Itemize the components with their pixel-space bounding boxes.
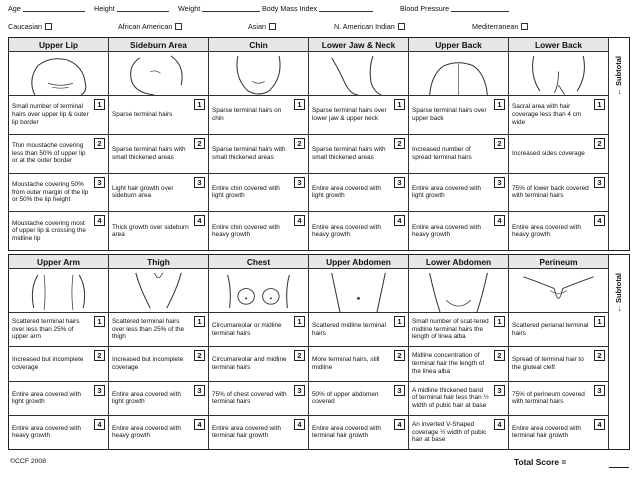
total-score-blank[interactable] bbox=[609, 467, 629, 468]
score-description: Midline concentration of terminal hair the length of the linea alba bbox=[412, 352, 485, 375]
region-title: Lower Back bbox=[509, 38, 608, 52]
score-option[interactable] bbox=[309, 96, 408, 135]
score-option[interactable] bbox=[409, 212, 508, 250]
score-description: Sparse terminal hairs with small thickened areas bbox=[312, 146, 386, 161]
checkbox[interactable] bbox=[521, 23, 528, 30]
lower-body-panel bbox=[8, 254, 630, 450]
region-thigh bbox=[109, 255, 209, 449]
region-chin bbox=[209, 38, 309, 250]
score-number: 4 bbox=[294, 215, 305, 226]
score-option[interactable] bbox=[9, 347, 108, 381]
score-option[interactable] bbox=[409, 313, 508, 347]
score-number: 3 bbox=[394, 177, 405, 188]
score-option[interactable] bbox=[409, 347, 508, 381]
score-number: 3 bbox=[594, 177, 605, 188]
ethnicity-caucasian[interactable] bbox=[8, 22, 52, 31]
score-option[interactable] bbox=[509, 135, 608, 174]
score-number: 1 bbox=[494, 316, 505, 327]
score-description: Entire area covered with terminal hair growth bbox=[312, 424, 381, 440]
subtotal-text: Subtotal bbox=[614, 273, 623, 303]
score-number: 2 bbox=[494, 138, 505, 149]
score-option[interactable] bbox=[509, 313, 608, 347]
region-sideburn-area bbox=[109, 38, 209, 250]
score-number: 3 bbox=[94, 177, 105, 188]
score-option[interactable] bbox=[9, 174, 108, 213]
field-label: Weight bbox=[178, 4, 201, 13]
score-description: Scattered midline terminal hairs bbox=[312, 322, 386, 337]
body-illustration bbox=[109, 269, 208, 313]
score-description: Entire area covered with heavy growth bbox=[512, 223, 581, 239]
body-illustration bbox=[9, 52, 108, 96]
score-description: 75% of chest covered with terminal hairs bbox=[212, 390, 287, 406]
body-illustration bbox=[209, 269, 308, 313]
blank-line bbox=[23, 11, 85, 12]
checkbox[interactable] bbox=[269, 23, 276, 30]
score-description: Circumareolar or midline terminal hairs bbox=[212, 322, 282, 337]
upper-body-panel bbox=[8, 37, 630, 251]
body-illustration bbox=[309, 269, 408, 313]
score-option[interactable] bbox=[409, 416, 508, 449]
score-number: 2 bbox=[194, 350, 205, 361]
subtotal-box[interactable] bbox=[608, 255, 629, 449]
score-description: Sparse terminal hairs over lower jaw & upper neck bbox=[312, 107, 387, 122]
region-title: Chest bbox=[209, 255, 308, 269]
score-description: Entire area covered with light growth bbox=[12, 390, 81, 406]
weight-field[interactable] bbox=[178, 4, 260, 13]
score-number: 2 bbox=[394, 138, 405, 149]
ethnicity-label: N. American Indian bbox=[334, 22, 395, 31]
score-description: Increased but incomplete coverage bbox=[112, 356, 184, 371]
score-number: 2 bbox=[594, 138, 605, 149]
score-option[interactable] bbox=[409, 135, 508, 174]
subtotal-label bbox=[614, 56, 623, 96]
score-description: Increased number of spread terminal hairs bbox=[412, 146, 472, 161]
arrow-left-icon: ← bbox=[614, 305, 623, 313]
score-description: Circumareolar and midline terminal hairs bbox=[212, 356, 287, 371]
score-description: Entire area covered with light growth bbox=[412, 184, 481, 200]
score-description: Moustache covering 50% from outer margin of the lip or 50% the lip height bbox=[12, 180, 89, 204]
region-upper-abdomen bbox=[309, 255, 409, 449]
score-description: More terminal hairs, still midline bbox=[312, 356, 380, 371]
score-option[interactable] bbox=[9, 382, 108, 416]
body-illustration bbox=[509, 269, 608, 313]
score-option[interactable] bbox=[409, 174, 508, 213]
score-option[interactable] bbox=[109, 135, 208, 174]
score-number: 1 bbox=[94, 316, 105, 327]
score-description: Increased sides coverage bbox=[512, 149, 585, 157]
score-number: 1 bbox=[494, 99, 505, 110]
score-option[interactable] bbox=[109, 212, 208, 250]
score-description: Entire chin covered with light growth bbox=[212, 184, 280, 200]
region-title: Upper Back bbox=[409, 38, 508, 52]
score-option[interactable] bbox=[109, 382, 208, 416]
body-illustration bbox=[409, 52, 508, 96]
score-option[interactable] bbox=[509, 382, 608, 416]
score-option[interactable] bbox=[509, 347, 608, 381]
score-description: Scattered terminal hairs over less than 25% of the thigh bbox=[112, 318, 185, 341]
score-description: Sparse terminal hairs with small thickened areas bbox=[112, 146, 186, 161]
ethnicity-label: Mediterranean bbox=[472, 22, 519, 31]
score-option[interactable] bbox=[209, 135, 308, 174]
score-number: 4 bbox=[394, 215, 405, 226]
ethnicity-n-american-indian[interactable] bbox=[334, 22, 405, 31]
score-option[interactable] bbox=[509, 174, 608, 213]
score-number: 4 bbox=[194, 419, 205, 430]
field-label: Body Mass Index bbox=[262, 4, 318, 13]
region-lower-jaw-neck bbox=[309, 38, 409, 250]
score-description: Scattered perianal terminal hairs bbox=[512, 322, 589, 337]
score-description: Sacral area with hair coverage less than 4 cm wide bbox=[512, 103, 582, 126]
score-number: 4 bbox=[94, 419, 105, 430]
region-lower-abdomen bbox=[409, 255, 509, 449]
score-number: 3 bbox=[94, 385, 105, 396]
score-description: Thin moustache covering less than 50% of upper lip or at the outer border bbox=[12, 142, 86, 165]
score-number: 2 bbox=[294, 350, 305, 361]
region-title: Upper Abdomen bbox=[309, 255, 408, 269]
score-number: 1 bbox=[394, 316, 405, 327]
score-description: A midline thickened band of terminal hair less than ½ width of pubic hair at base bbox=[412, 386, 489, 409]
region-title: Sideburn Area bbox=[109, 38, 208, 52]
field-label: Height bbox=[94, 4, 115, 13]
score-number: 1 bbox=[194, 99, 205, 110]
score-number: 4 bbox=[594, 215, 605, 226]
arrow-left-icon: ← bbox=[614, 88, 623, 96]
score-description: Entire area covered with light growth bbox=[112, 390, 181, 406]
score-description: Entire area covered with heavy growth bbox=[312, 223, 381, 239]
score-option[interactable] bbox=[409, 96, 508, 135]
score-number: 3 bbox=[194, 177, 205, 188]
score-description: Scattered terminal hairs over less than 25% of upper arm bbox=[12, 318, 80, 341]
score-description: Entire chin covered with heavy growth bbox=[212, 223, 280, 239]
score-option[interactable] bbox=[309, 212, 408, 250]
score-option[interactable] bbox=[509, 96, 608, 135]
score-description: Thick growth over sideburn area bbox=[112, 223, 189, 239]
copyright: ©CCF 2008 bbox=[10, 458, 46, 465]
score-number: 2 bbox=[94, 138, 105, 149]
score-number: 2 bbox=[194, 138, 205, 149]
region-grid bbox=[9, 255, 609, 449]
score-number: 3 bbox=[494, 177, 505, 188]
score-number: 4 bbox=[494, 215, 505, 226]
score-number: 3 bbox=[194, 385, 205, 396]
age-field[interactable] bbox=[8, 4, 85, 13]
score-option[interactable] bbox=[309, 347, 408, 381]
score-option[interactable] bbox=[509, 416, 608, 449]
score-description: Small number of terminal hairs over upper lip & outer lip border bbox=[12, 103, 89, 126]
region-title: Thigh bbox=[109, 255, 208, 269]
body-illustration bbox=[9, 269, 108, 313]
checkbox[interactable] bbox=[398, 23, 405, 30]
score-option[interactable] bbox=[109, 347, 208, 381]
score-description: Entire area covered with heavy growth bbox=[12, 424, 81, 440]
region-title: Lower Abdomen bbox=[409, 255, 508, 269]
score-number: 1 bbox=[94, 99, 105, 110]
score-number: 3 bbox=[394, 385, 405, 396]
bmi-field[interactable] bbox=[262, 4, 373, 13]
score-description: Sparse terminal hairs with small thickened areas bbox=[212, 146, 286, 161]
score-number: 4 bbox=[94, 215, 105, 226]
score-option[interactable] bbox=[309, 416, 408, 449]
score-option[interactable] bbox=[309, 313, 408, 347]
score-description: Entire area covered with terminal hair growth bbox=[512, 424, 581, 440]
form-header bbox=[8, 4, 630, 34]
score-description: Spread of terminal hair to the gluteal cleft bbox=[512, 356, 584, 371]
body-illustration bbox=[409, 269, 508, 313]
region-title: Lower Jaw & Neck bbox=[309, 38, 408, 52]
score-option[interactable] bbox=[209, 96, 308, 135]
body-illustration bbox=[509, 52, 608, 96]
region-grid bbox=[9, 38, 609, 250]
score-description: Moustache covering most of upper lip & crossing the midline lip bbox=[12, 219, 86, 242]
score-number: 1 bbox=[194, 316, 205, 327]
score-number: 2 bbox=[594, 350, 605, 361]
bp-field[interactable] bbox=[400, 4, 509, 13]
ethnicity-mediterranean[interactable] bbox=[472, 22, 528, 31]
checkbox[interactable] bbox=[175, 23, 182, 30]
score-number: 4 bbox=[294, 419, 305, 430]
score-option[interactable] bbox=[109, 313, 208, 347]
region-upper-lip bbox=[9, 38, 109, 250]
score-number: 1 bbox=[594, 99, 605, 110]
score-option[interactable] bbox=[109, 96, 208, 135]
score-option[interactable] bbox=[209, 212, 308, 250]
height-field[interactable] bbox=[94, 4, 169, 13]
field-label: Age bbox=[8, 4, 21, 13]
score-description: Entire area covered with heavy growth bbox=[112, 424, 181, 440]
score-number: 3 bbox=[294, 385, 305, 396]
score-number: 1 bbox=[594, 316, 605, 327]
blank-line bbox=[202, 11, 260, 12]
region-title: Perineum bbox=[509, 255, 608, 269]
blank-line bbox=[451, 11, 509, 12]
score-number: 3 bbox=[294, 177, 305, 188]
subtotal-label bbox=[614, 273, 623, 313]
score-description: 75% of perineum covered with terminal hairs bbox=[512, 390, 585, 406]
score-option[interactable] bbox=[209, 347, 308, 381]
body-illustration bbox=[309, 52, 408, 96]
score-description: Increased but incomplete coverage bbox=[12, 356, 84, 371]
region-title: Upper Arm bbox=[9, 255, 108, 269]
score-option[interactable] bbox=[409, 382, 508, 416]
score-description: Entire area covered with heavy growth bbox=[412, 223, 481, 239]
score-description: Entire area covered with terminal hair growth bbox=[212, 424, 281, 440]
score-option[interactable] bbox=[9, 96, 108, 135]
field-label: Blood Pressure bbox=[400, 4, 450, 13]
total-score-label: Total Score = bbox=[514, 457, 567, 467]
region-title: Upper Lip bbox=[9, 38, 108, 52]
score-option[interactable] bbox=[209, 174, 308, 213]
score-number: 4 bbox=[394, 419, 405, 430]
score-description: Sparse terminal hairs on chin bbox=[212, 107, 282, 122]
region-chest bbox=[209, 255, 309, 449]
body-illustration bbox=[209, 52, 308, 96]
score-number: 1 bbox=[294, 99, 305, 110]
score-option[interactable] bbox=[309, 174, 408, 213]
region-perineum bbox=[509, 255, 609, 449]
subtotal-box[interactable] bbox=[608, 38, 629, 250]
score-option[interactable] bbox=[9, 416, 108, 449]
region-title: Chin bbox=[209, 38, 308, 52]
score-option[interactable] bbox=[9, 212, 108, 250]
checkbox[interactable] bbox=[45, 23, 52, 30]
score-number: 2 bbox=[494, 350, 505, 361]
ethnicity-asian[interactable] bbox=[248, 22, 276, 31]
region-upper-arm bbox=[9, 255, 109, 449]
score-number: 1 bbox=[394, 99, 405, 110]
score-option[interactable] bbox=[309, 382, 408, 416]
ethnicity-african-american[interactable] bbox=[118, 22, 182, 31]
score-description: Small number of scat-tered midline terminal hairs the length of linea alba bbox=[412, 318, 489, 341]
score-description: Entire area covered with light growth bbox=[312, 184, 381, 200]
score-number: 2 bbox=[294, 138, 305, 149]
subtotal-text: Subtotal bbox=[614, 56, 623, 86]
score-description: 50% of upper abdomen covered bbox=[312, 390, 379, 406]
score-description: Sparse terminal hairs over upper back bbox=[412, 107, 487, 122]
score-option[interactable] bbox=[309, 135, 408, 174]
ethnicity-label: African American bbox=[118, 22, 173, 31]
score-option[interactable] bbox=[9, 313, 108, 347]
score-number: 4 bbox=[194, 215, 205, 226]
blank-line bbox=[319, 11, 373, 12]
body-illustration bbox=[109, 52, 208, 96]
score-number: 3 bbox=[494, 385, 505, 396]
score-option[interactable] bbox=[209, 416, 308, 449]
region-lower-back bbox=[509, 38, 609, 250]
score-number: 4 bbox=[494, 419, 505, 430]
score-number: 3 bbox=[594, 385, 605, 396]
score-description: Sparse terminal hairs bbox=[112, 111, 173, 119]
score-number: 2 bbox=[94, 350, 105, 361]
score-option[interactable] bbox=[9, 135, 108, 174]
score-option[interactable] bbox=[109, 174, 208, 213]
blank-line bbox=[117, 11, 169, 12]
score-option[interactable] bbox=[209, 313, 308, 347]
score-description: An inverted V-Shaped coverage ½ width of pubic hair at base bbox=[412, 420, 487, 444]
ethnicity-label: Asian bbox=[248, 22, 266, 31]
score-option[interactable] bbox=[209, 382, 308, 416]
score-description: Light hair growth over sideburn area bbox=[112, 184, 174, 200]
ethnicity-label: Caucasian bbox=[8, 22, 42, 31]
score-number: 2 bbox=[394, 350, 405, 361]
score-option[interactable] bbox=[509, 212, 608, 250]
score-option[interactable] bbox=[109, 416, 208, 449]
score-number: 1 bbox=[294, 316, 305, 327]
score-number: 4 bbox=[594, 419, 605, 430]
score-description: 75% of lower back covered with terminal hairs bbox=[512, 184, 589, 200]
region-upper-back bbox=[409, 38, 509, 250]
